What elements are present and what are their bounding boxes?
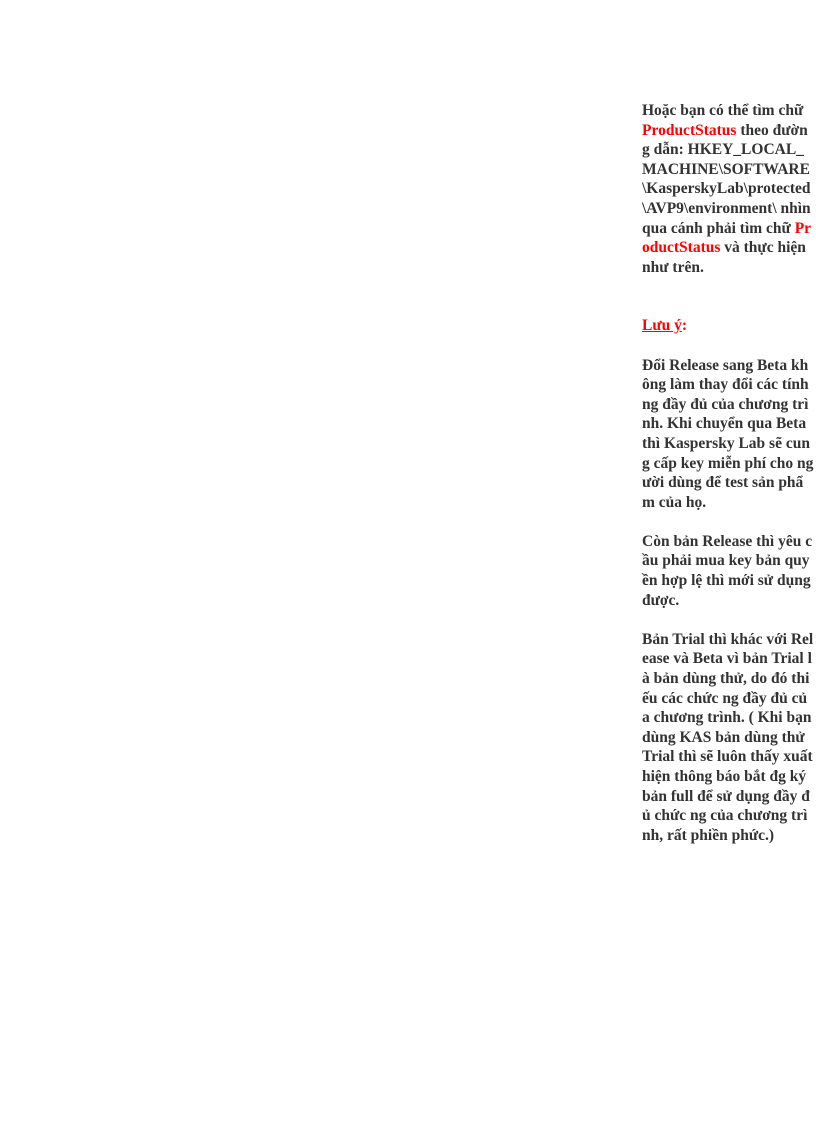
note-heading (642, 316, 814, 336)
intro-paragraph (642, 101, 814, 277)
product-status-keyword: ProductStatus (642, 219, 812, 257)
product-status-keyword: ProductStatus (642, 121, 737, 139)
body-paragraph-trial: Bản Trial thì khác với Release và Beta vì bản Trial là bản dùng thử, do đó thiếu các chức ng đầy đủ của chương trình. ( Khi bạn dùng KAS bản dùng thử Trial thì sẽ luôn thấy xuất hiện thông báo bắt đg ký bản full để sử dụng đầy đủ chức ng của chương trình, rất phiền phức.) (642, 630, 814, 844)
note-heading-colon: : (681, 317, 688, 335)
intro-text-part-2: theo đường dẫn: HKEY_LOCAL_MACHINE\SOFTWARE\KasperskyLab\protected\AVP9\environment\ nhìn qua cánh phải tìm chữ (642, 121, 811, 237)
intro-text-part-1: Hoặc bạn có thể tìm chữ (642, 102, 804, 119)
note-heading-label: Lưu ý (642, 317, 682, 335)
intro-text-part-3: và thực hiện như trên. (642, 239, 806, 276)
document-text-column (642, 101, 814, 845)
body-paragraph-release: Còn bản Release thì yêu cầu phải mua key bản quyền hợp lệ thì mới sử dụng được. (642, 532, 813, 609)
body-paragraph-beta: Đổi Release sang Beta không làm thay đổi các tính ng đầy đủ của chương trình. Khi chuyển qua Beta thì Kaspersky Lab sẽ cung cấp key miễn phí cho người dùng để test sản phẩm của họ. (642, 356, 814, 511)
